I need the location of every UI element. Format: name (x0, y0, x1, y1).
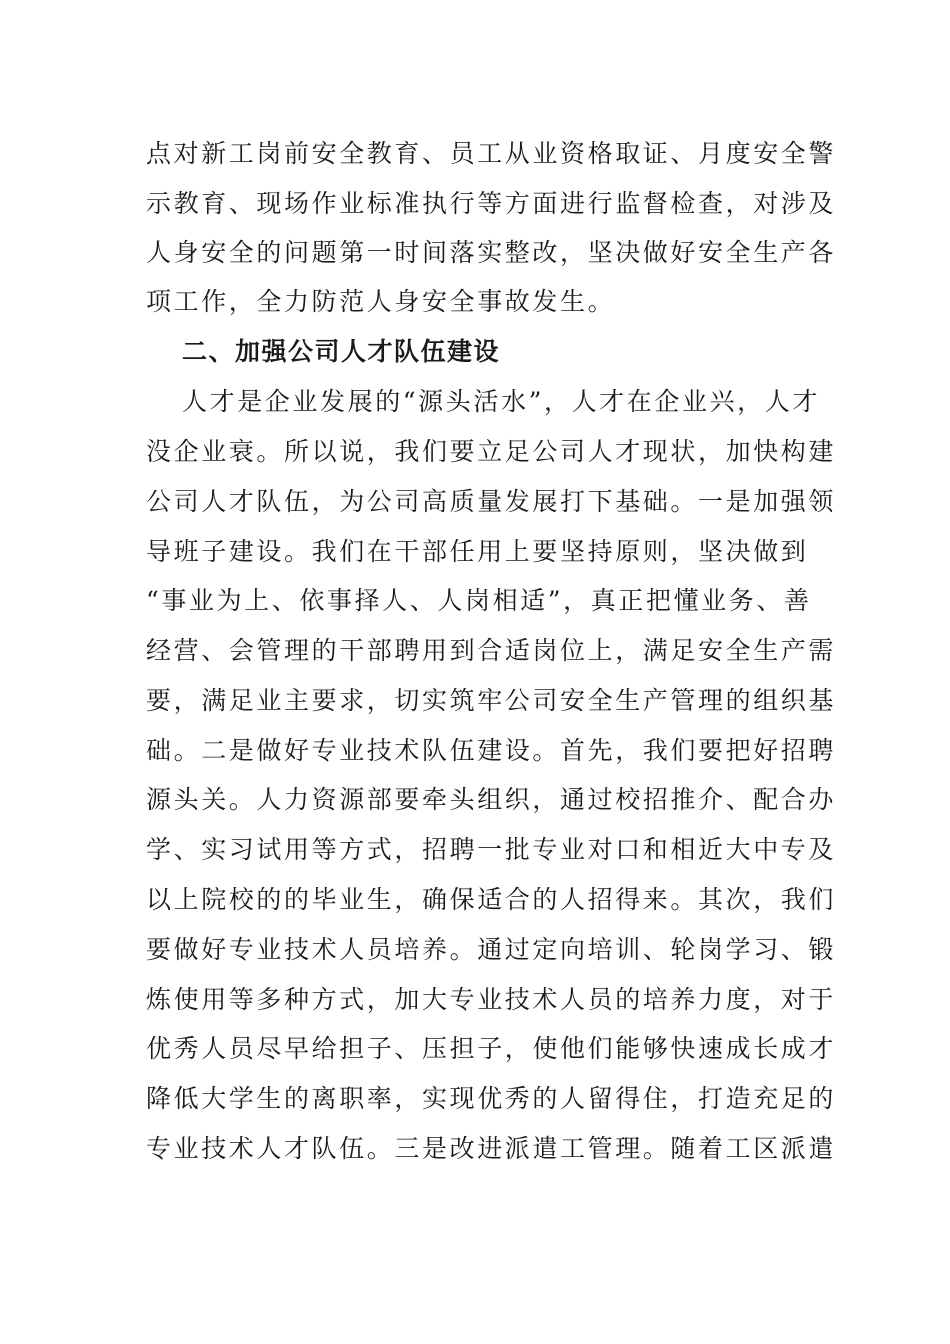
paragraph-line: “事业为上、依事择人、人岗相适”，真正把懂业务、善 (146, 586, 812, 615)
paragraph-line: 础。二是做好专业技术队伍建设。首先，我们要把好招聘 (146, 736, 837, 765)
paragraph-line: 没企业衰。所以说，我们要立足公司人才现状，加快构建 (146, 437, 837, 466)
paragraph-line: 降低大学生的离职率，实现优秀的人留得住，打造充足的 (146, 1084, 837, 1113)
paragraph-line: 经营、会管理的干部聘用到合适岗位上，满足安全生产需 (146, 636, 837, 665)
paragraph-line: 导班子建设。我们在干部任用上要坚持原则，坚决做到 (146, 537, 809, 566)
paragraph-line: 炼使用等多种方式，加大专业技术人员的培养力度，对于 (146, 985, 837, 1014)
section-heading: 二、加强公司人才队伍建设 (182, 337, 501, 366)
paragraph-line: 人才是企业发展的“源头活水”，人才在企业兴，人才 (182, 387, 820, 416)
paragraph-line: 要，满足业主要求，切实筑牢公司安全生产管理的组织基 (146, 686, 837, 715)
paragraph-line: 专业技术人才队伍。三是改进派遣工管理。随着工区派遣 (146, 1134, 837, 1163)
paragraph-line: 学、实习试用等方式，招聘一批专业对口和相近大中专及 (146, 835, 837, 864)
paragraph-line: 优秀人员尽早给担子、压担子，使他们能够快速成长成才 (146, 1034, 837, 1063)
paragraph-line: 项工作，全力防范人身安全事故发生。 (146, 287, 616, 316)
paragraph-line: 以上院校的的毕业生，确保适合的人招得来。其次，我们 (146, 885, 837, 914)
paragraph-line: 人身安全的问题第一时间落实整改，坚决做好安全生产各 (146, 238, 837, 267)
paragraph-line: 源头关。人力资源部要牵头组织，通过校招推介、配合办 (146, 785, 837, 814)
paragraph-line: 示教育、现场作业标准执行等方面进行监督检查，对涉及 (146, 189, 837, 218)
paragraph-line: 要做好专业技术人员培养。通过定向培训、轮岗学习、锻 (146, 935, 837, 964)
paragraph-line: 点对新工岗前安全教育、员工从业资格取证、月度安全警 (146, 139, 837, 168)
paragraph-line: 公司人才队伍，为公司高质量发展打下基础。一是加强领 (146, 487, 837, 516)
